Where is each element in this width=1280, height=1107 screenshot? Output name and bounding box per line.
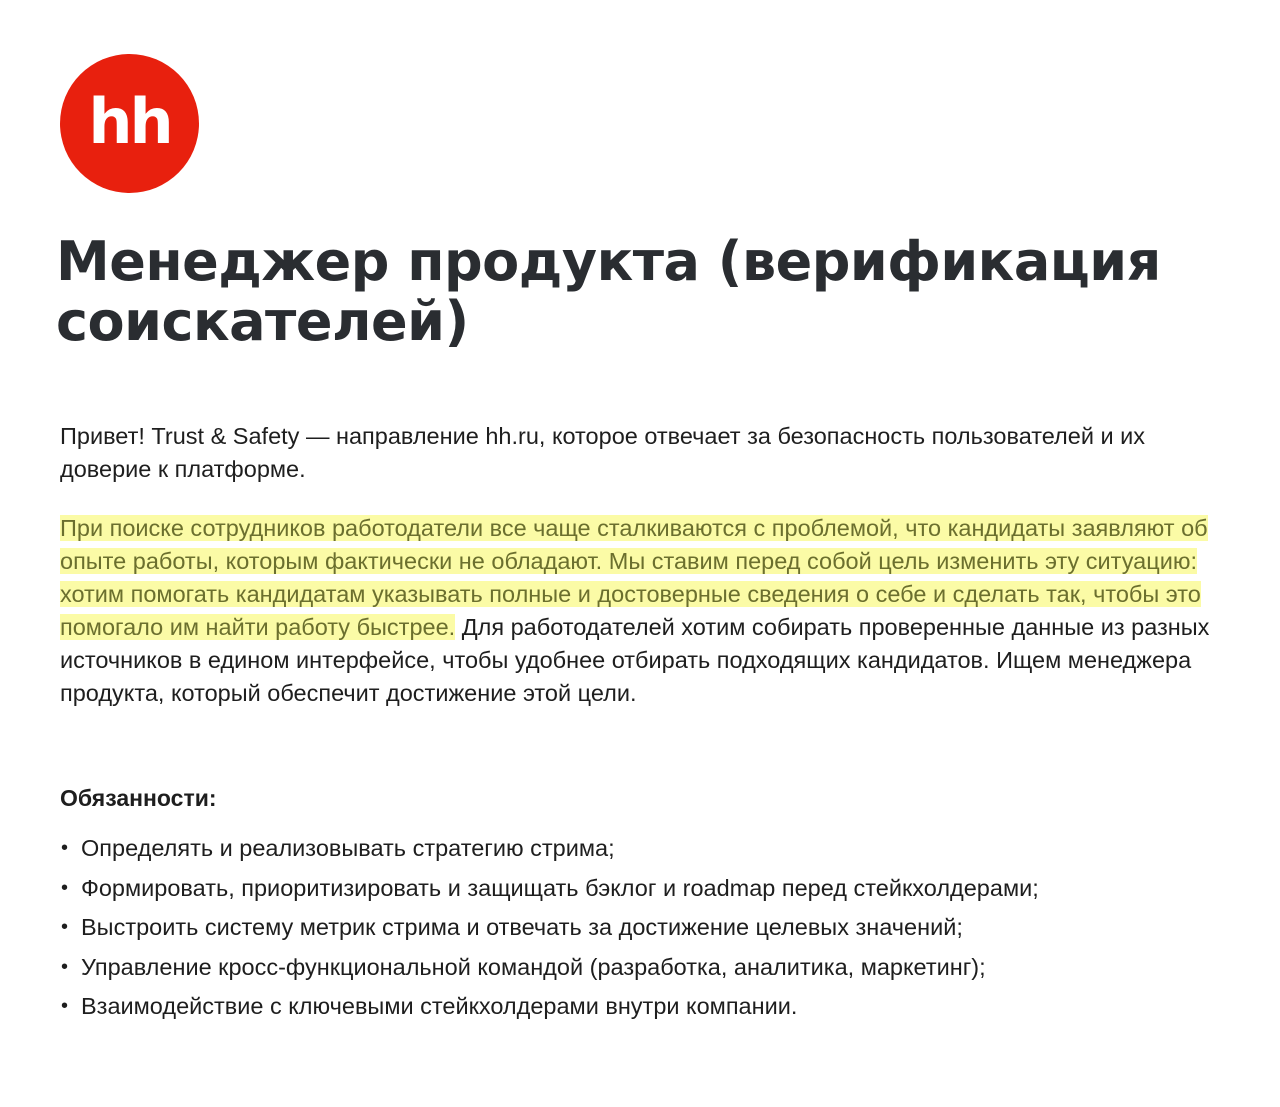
bullet-icon: •: [61, 955, 69, 978]
responsibilities-list: [60, 829, 1240, 1027]
responsibilities-heading: Обязанности:: [60, 785, 217, 811]
svg-text:hh: hh: [88, 85, 171, 158]
bullet-icon: •: [61, 837, 69, 859]
list-item: • Формировать, приоритизировать и защищать бэклог и roadmap перед стейкхолдерами;: [60, 869, 1240, 909]
description-paragraph: [60, 512, 1240, 710]
description-rest: Для работодателей хотим собирать проверенные данные из разных источников в едином интерфейсе, чтобы удобнее отбирать подходящих кандидатов. Ищем менеджера продукта, который обеспечит достижение этой цели.: [60, 614, 1210, 706]
hh-logo-icon: [60, 54, 199, 193]
list-item: • Выстроить систему метрик стрима и отвечать за достижение целевых значений;: [60, 908, 1240, 948]
hh-logo: [60, 54, 199, 193]
list-item: • Взаимодействие с ключевыми стейкхолдерами внутри компании.: [60, 987, 1240, 1027]
page-title: Менеджер продукта (верификация соискателей): [56, 230, 1161, 353]
bullet-icon: •: [61, 916, 69, 938]
highlighted-text: При поиске сотрудников работодатели все чаще сталкиваются с проблемой, что кандидаты заявляют об опыте работы, которым фактически не обладают. Мы ставим перед собой цель изменить эту ситуацию: хотим помогать кандидатам указывать полные и достоверные сведения о себе и сделать так, чтобы это помогало им найти работу быстрее.: [60, 515, 1208, 640]
list-item: • Управление кросс-функциональной командой (разработка, аналитика, маркетинг);: [60, 948, 1240, 988]
bullet-icon: •: [61, 876, 69, 899]
list-item: • Определять и реализовывать стратегию стрима;: [60, 829, 1240, 869]
intro-paragraph: Привет! Trust & Safety — направление hh.ru, которое отвечает за безопасность пользователей и их доверие к платформе.: [60, 423, 1146, 482]
bullet-icon: •: [61, 995, 69, 1017]
